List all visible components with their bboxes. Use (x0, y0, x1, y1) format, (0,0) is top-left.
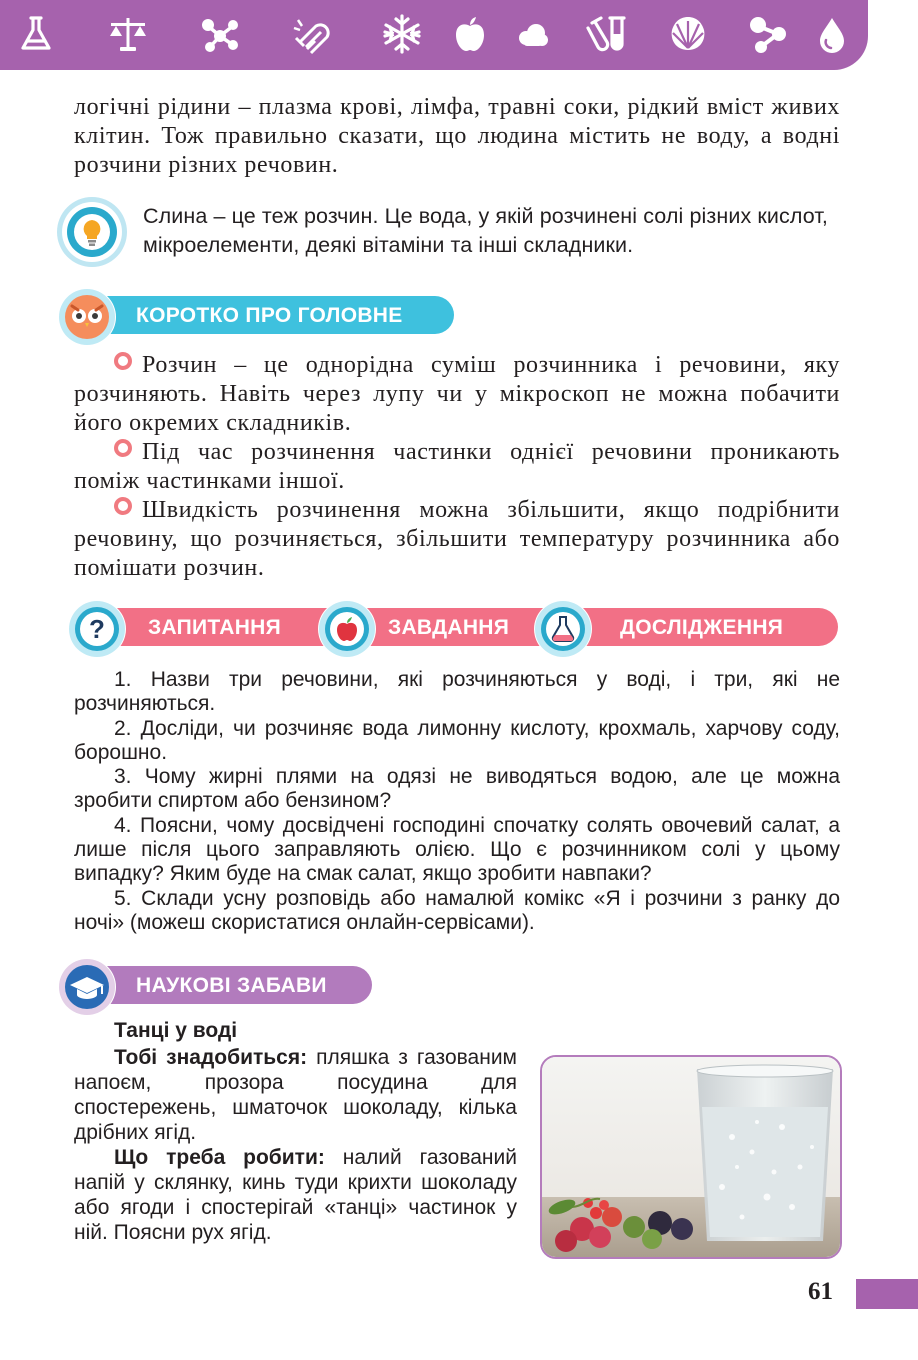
svg-text:?: ? (89, 614, 105, 644)
header-bar (0, 0, 868, 70)
bullet-icon (114, 352, 132, 370)
experiment-text (74, 1045, 517, 1245)
list-item: 4. Поясни, чому досвідчені господині спочатку солять овочевий салат, а лише після цього заправляють олією. Що є розчинником солі у цьому випадку? Яким буде на смак салат, якщо зробити навпаки? (74, 813, 840, 886)
list-item: Розчин – це однорідна суміш розчинника і речовини, яку розчиняють. Навіть через лупу чи у мікроскоп не можна побачити його окремих складників. (74, 352, 840, 436)
intro-paragraph (74, 93, 840, 180)
tasks-heading (68, 608, 848, 652)
experiment-title: Танці у воді (114, 1019, 238, 1042)
tasks-label-tasks: ЗАВДАННЯ (388, 616, 510, 639)
list-item: 2. Досліди, чи розчиняє вода лимонну кислоту, крохмаль, харчову соду, борошно. (74, 716, 840, 764)
scales-icon (106, 12, 150, 56)
tasks-label-research: ДОСЛІДЖЕННЯ (620, 616, 784, 639)
glass-with-berries-image (540, 1055, 842, 1259)
summary-heading-label: КОРОТКО ПРО ГОЛОВНЕ (136, 304, 403, 327)
apple-icon (448, 12, 492, 56)
list-item: 3. Чому жирні плями на одязі не виводяться водою, але це можна зробити спиртом або бензином? (74, 765, 840, 813)
list-item: 5. Склади усну розповідь або намалюй комікс «Я і розчини з ранку до ночі» (можеш скористатися онлайн-сервісами). (74, 886, 840, 934)
tip-text: Слина – це теж розчин. Це вода, у якій розчинені солі різних кислот, мікроелементи, деякі вітаміни та інші складники. (143, 204, 828, 257)
molecule-icon (198, 12, 242, 56)
graduation-cap-icon (58, 958, 116, 1016)
list-item: Швидкість розчинення можна збільшити, якщо подрібнити речовину, що розчиняється, збільшити температуру розчинника або помішати розчин. (74, 497, 840, 581)
summary-list (74, 351, 840, 583)
molecule-pair-icon (746, 12, 790, 56)
page-tab (856, 1279, 918, 1309)
questions-list (74, 668, 840, 935)
fun-heading-label: НАУКОВІ ЗАБАВИ (136, 974, 327, 997)
list-item: Під час розчинення частинки однієї речовини проникають поміж частинками іншої. (74, 439, 840, 494)
apple-icon (318, 600, 376, 658)
bullet-icon (114, 439, 132, 457)
summary-heading (58, 296, 458, 340)
intro-text: логічні рідини – плазма крові, лімфа, травні соки, рідкий вміст живих клітин. Тож правильно сказати, що людина містить не воду, а водні розчини різних речовин. (74, 94, 840, 178)
owl-icon (58, 288, 116, 346)
bullet-icon (114, 497, 132, 515)
drop-icon (810, 12, 854, 56)
tasks-label-questions: ЗАПИТАННЯ (148, 616, 282, 639)
materials-paragraph: Тобі знадобиться: пляшка з газованим напоєм, прозора посудина для спостережень, шматочок шоколаду, кілька дрібних ягід. (74, 1046, 517, 1144)
question-icon (68, 600, 126, 658)
snowflake-icon (380, 12, 424, 56)
flask-icon (14, 12, 58, 56)
lightbulb-icon (56, 196, 128, 268)
instructions-paragraph: Що треба робити: налий газований напій у склянку, кинь туди крихти шоколаду або ягоди і спостерігай «танці» частинок у ній. Поясни рух ягід. (74, 1146, 517, 1244)
list-item: 1. Назви три речовини, які розчиняються у воді, і три, які не розчиняються. (74, 668, 840, 716)
magnet-icon (290, 12, 334, 56)
page-number: 61 (808, 1278, 833, 1305)
flask-icon (534, 600, 592, 658)
test-tubes-icon (584, 12, 628, 56)
shell-icon (666, 12, 710, 56)
fun-heading (58, 966, 378, 1010)
cloud-icon (510, 12, 554, 56)
